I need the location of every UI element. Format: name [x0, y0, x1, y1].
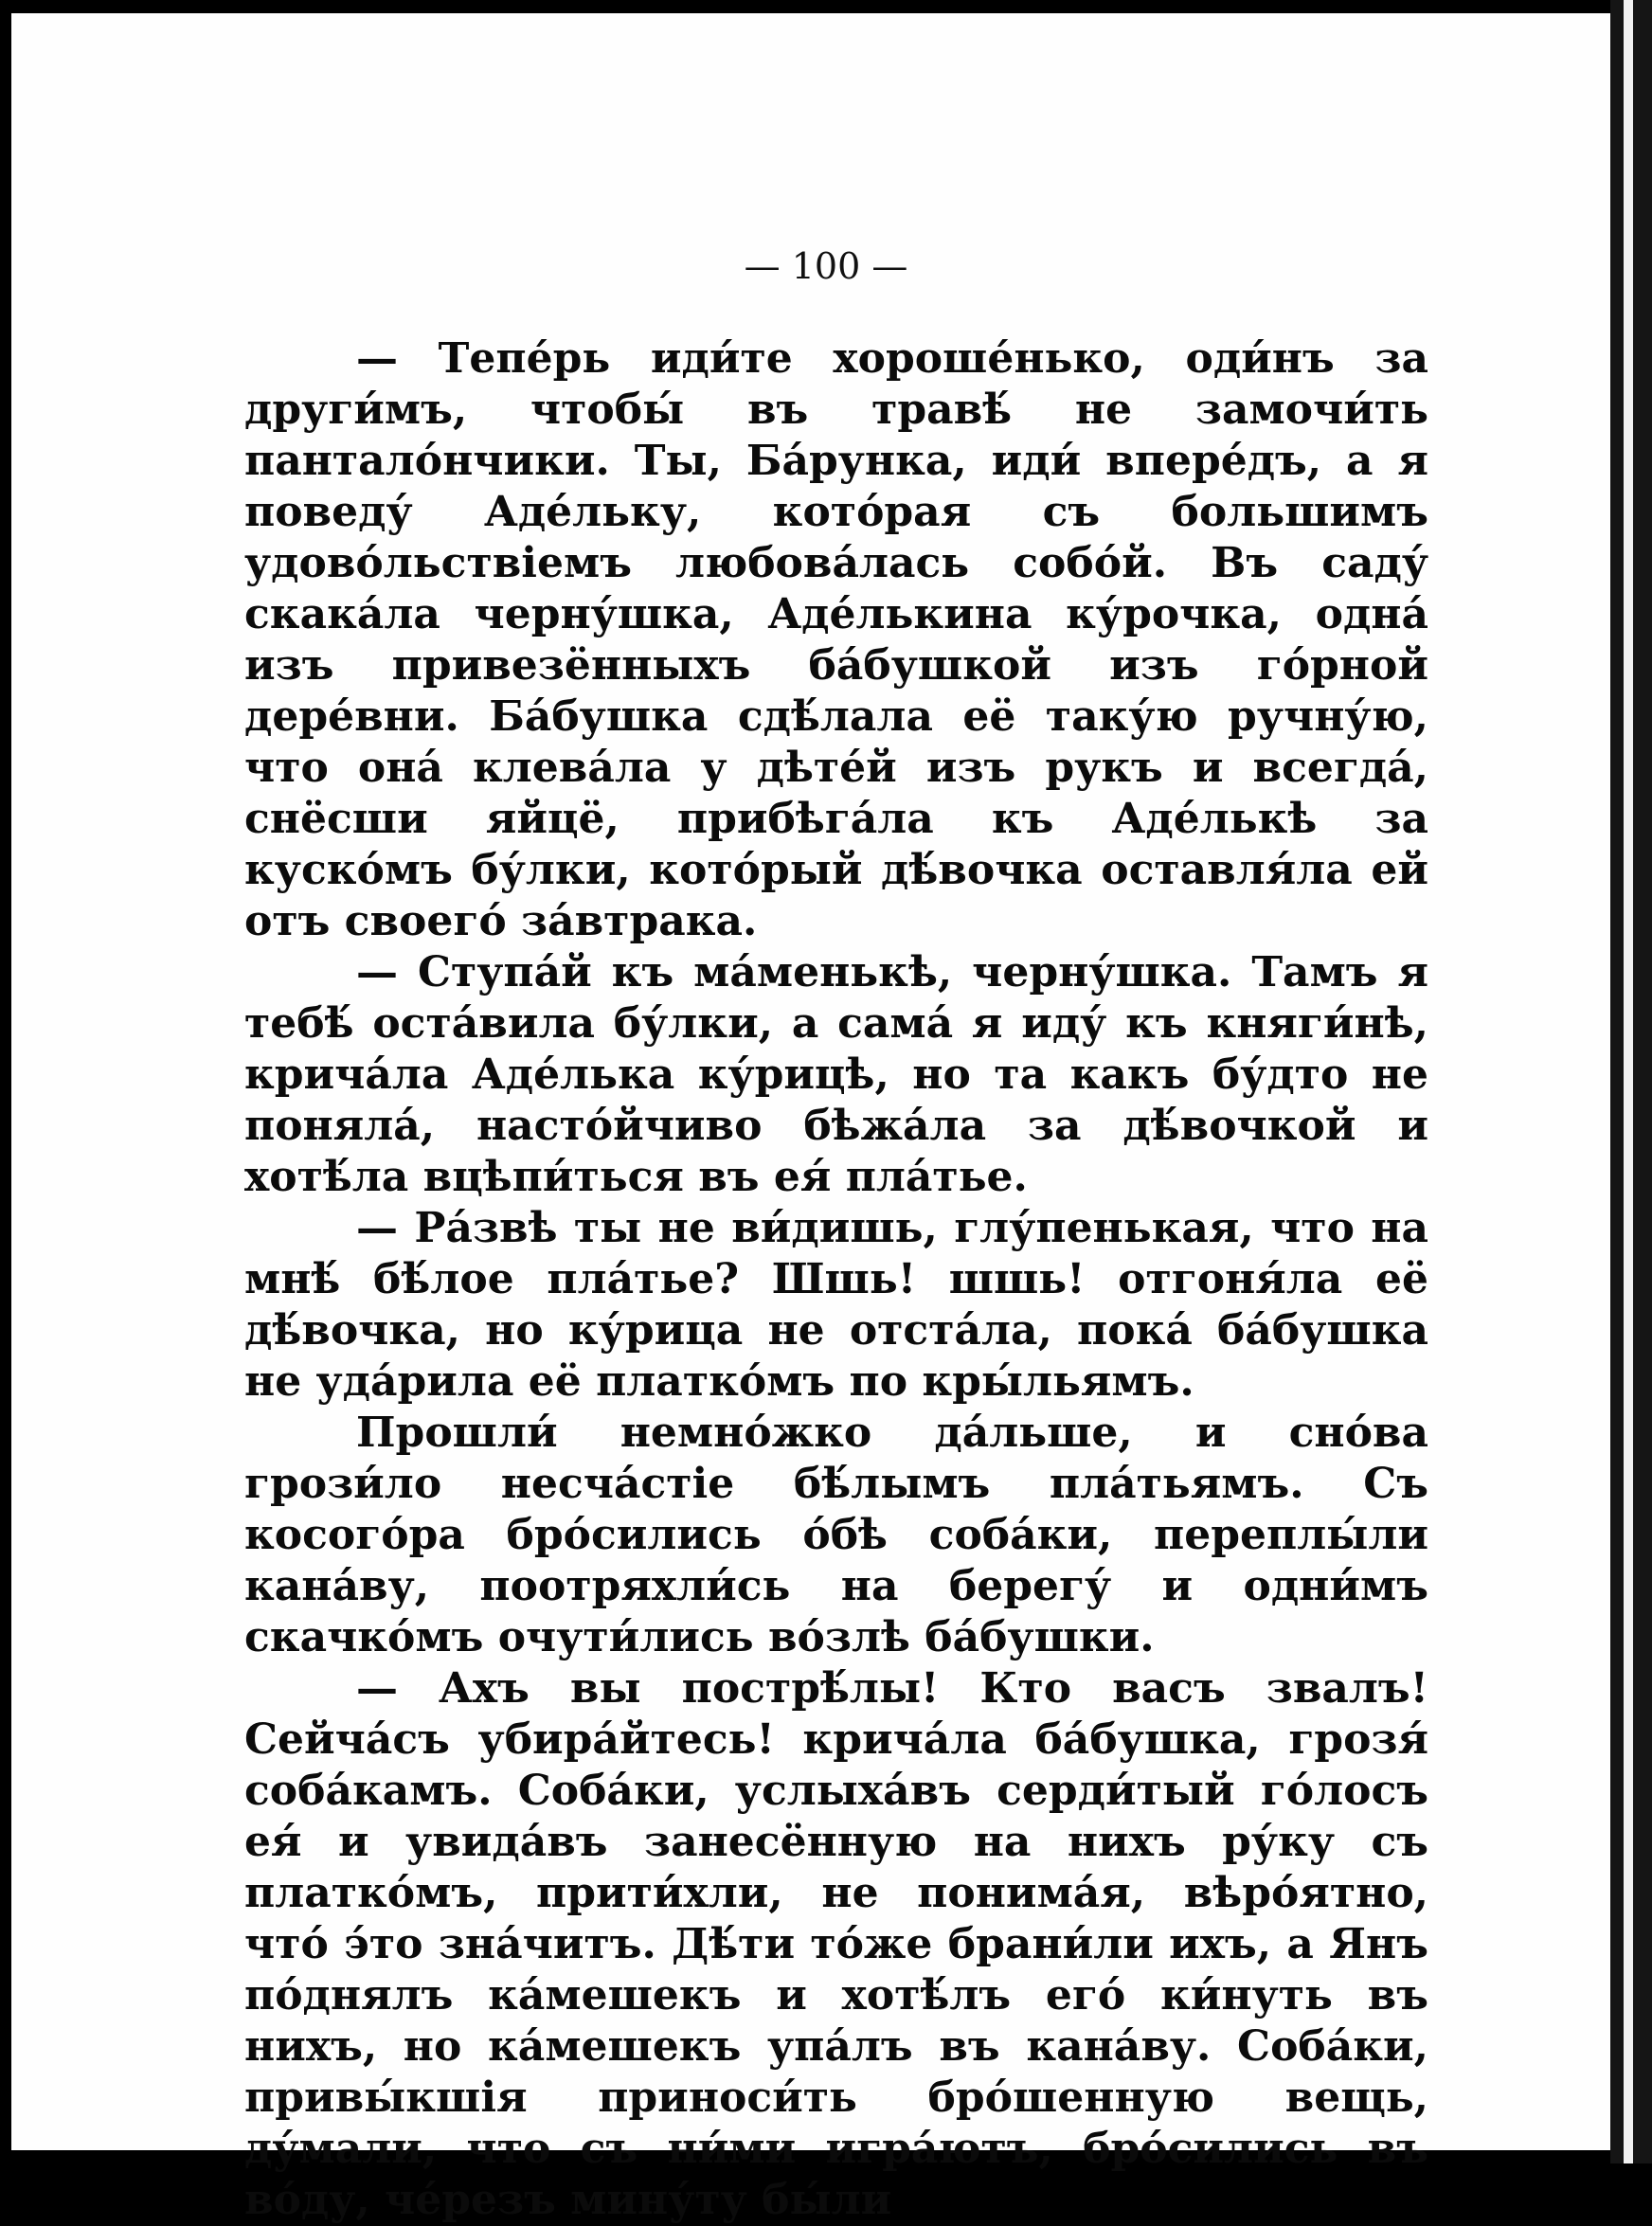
paragraph-4: Прошли́ немно́жко да́льше, и сно́ва грози́ло несча́стіе бѣ́лымъ пла́тьямъ. Съ косого́ра бро́сились о́бѣ соба́ки, переплы́ли кана́ву, поотряхли́сь на берегу́ и одни́мъ скачко́мъ очути́лись во́злѣ ба́бушки.: [244, 1409, 1428, 1661]
scan-edge-inner: [1624, 0, 1633, 2163]
paragraph-1: — Тепе́рь иди́те хороше́нько, оди́нъ за други́мъ, чтобы́ въ травѣ́ не замочи́ть пантало́нчики. Ты, Ба́рунка, иди́ впере́дъ, а я поведу́ Аде́льку, кото́рая съ большимъ удово́льствіемъ любова́лась собо́й. Въ саду́ скака́ла черну́шка, Аде́лькина ку́рочка, одна́ изъ привезённыхъ ба́бушкой изъ го́рной дере́вни. Ба́бушка сдѣ́лала её таку́ю ручну́ю, что она́ клева́ла у дѣте́й изъ рукъ и всегда́, снёсши яйцё, прибѣга́ла къ Аде́лькѣ за куско́мъ бу́лки, кото́рый дѣ́вочка оставля́ла ей отъ своего́ за́втрака.: [244, 334, 1428, 945]
body-text: [244, 333, 1428, 2226]
page-number: — 100 —: [744, 245, 908, 287]
paragraph-3: — Ра́звѣ ты не ви́дишь, глу́пенькая, что на мнѣ́ бѣ́лое пла́тье? Шшь! шшь! отгоня́ла её дѣ́вочка, но ку́рица не отста́ла, пока́ ба́бушка не уда́рила её платко́мъ по кры́льямъ.: [244, 1204, 1428, 1406]
scan-edge: [1610, 0, 1652, 2163]
paragraph-2: — Ступа́й къ ма́менькѣ, черну́шка. Тамъ я тебѣ́ оста́вила бу́лки, а сама́ я иду́ къ княги́нѣ, крича́ла Аде́лька ку́рицѣ, но та какъ бу́дто не поняла́, насто́йчиво бѣжа́ла за дѣ́вочкой и хотѣ́ла вцѣпи́ться въ ея́ пла́тье.: [244, 948, 1428, 1201]
paragraph-5: — Ахъ вы пострѣ́лы! Кто васъ звалъ! Сейча́съ убира́йтесь! крича́ла ба́бушка, грозя́ соба́камъ. Соба́ки, услыха́въ серди́тый го́лосъ ея́ и увида́въ занесённую на нихъ ру́ку съ платко́мъ, прити́хли, не понима́я, вѣро́ятно, что́ э́то зна́читъ. Дѣ́ти то́же брани́ли ихъ, а Янъ по́днялъ ка́мешекъ и хотѣ́лъ его́ ки́нуть въ нихъ, но ка́мешекъ упа́лъ въ кана́ву. Соба́ки, привы́кшія приноси́ть бро́шенную вещь, ду́мали, что съ ни́ми игра́ютъ, бро́сились въ во́ду, че́резъ мину́ту бы́ли: [244, 1664, 1428, 2224]
